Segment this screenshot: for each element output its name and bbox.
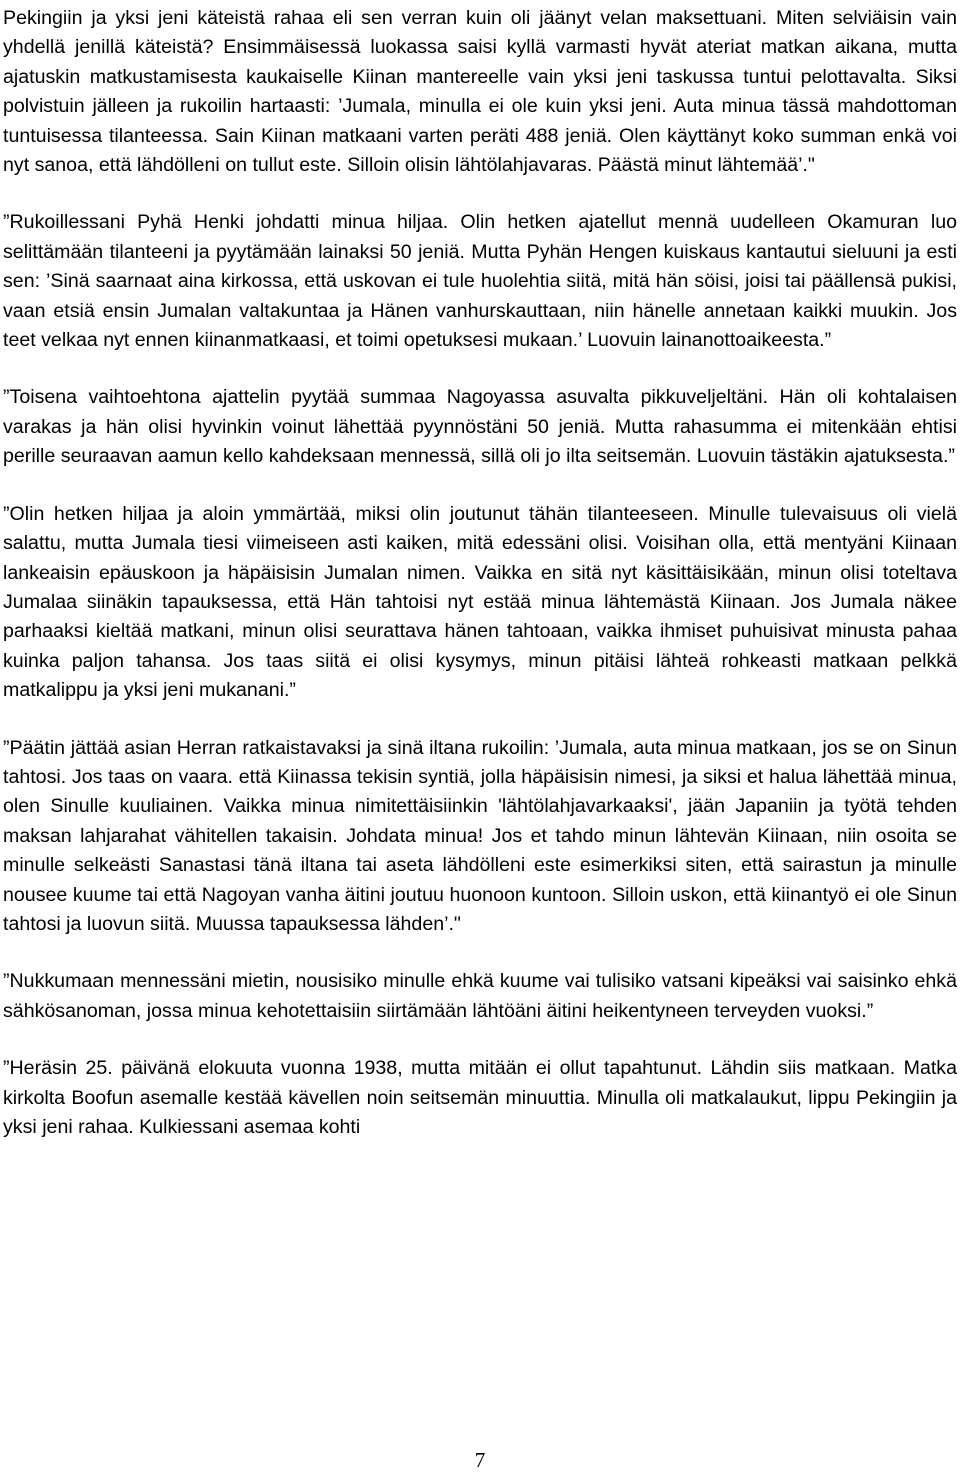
text-body [3, 4, 957, 1170]
paragraph-7: ”Heräsin 25. päivänä elokuuta vuonna 1938, mutta mitään ei ollut tapahtunut. Lähdin siis matkaan. Matka kirkolta Boofun asemalle kestää kävellen noin seitsemän minuuttia. Minulla oli matkalaukut, lippu Pekingiin ja yksi jeni rahaa. Kulkiessani asemaa kohti [3, 1057, 957, 1138]
paragraph-2: ”Rukoillessani Pyhä Henki johdatti minua hiljaa. Olin hetken ajatellut mennä uudelleen Okamuran luo selittämään tilanteeni ja pyytämään lainaksi 50 jeniä. Mutta Pyhän Hengen kuiskaus kantautui sieluuni ja esti sen: ’Sinä saarnaat aina kirkossa, että uskovan ei tule huolehtia siitä, mitä hän söisi, joisi tai päällensä pukisi, vaan etsiä ensin Jumalan valtakuntaa ja Hänen vanhurskauttaan, niin hänelle annetaan kaikki muukin. Jos teet velkaa nyt ennen kiinanmatkaasi, et toimi opetuksesi mukaan.’ Luovuin lainanottoaikeesta.” [3, 211, 957, 352]
paragraph-4: ”Olin hetken hiljaa ja aloin ymmärtää, miksi olin joutunut tähän tilanteeseen. Minulle tulevaisuus oli vielä salattu, mutta Jumala tiesi viimeiseen asti kaiken, mitä edessäni olisi. Voisihan olla, että mentyäni Kiinaan lankeaisin epäuskoon ja häpäisisin Jumalan nimen. Vaikka en sitä nyt käsittäisikään, minun olisi toteltava Jumalaa siinäkin tapauksessa, että Hän tahtoisi nyt estää minua lähtemästä Kiinaan. Jos Jumala näkee parhaaksi kieltää matkani, minun olisi seurattava hänen tahtoaan, vaikka ihmiset puhuisivat minusta pahaa kuinka paljon tahansa. Jos taas siitä ei olisi kysymys, minun pitäisi lähteä rohkeasti matkaan pelkkä matkalippu ja yksi jeni mukanani.” [3, 502, 957, 702]
page-number: 7 [474, 1448, 486, 1472]
paragraph-5: ”Päätin jättää asian Herran ratkaistavaksi ja sinä iltana rukoilin: ’Jumala, auta minua matkaan, jos se on Sinun tahtosi. Jos taas on vaara. että Kiinassa tekisin syntiä, jolla häpäisisin nimesi, ja siksi et halua lähettää minua, olen Sinulle kuuliainen. Vaikka minua nimitettäisiinkin 'lähtölahjavarkaaksi', jään Japaniin ja työtä tehden maksan lahjarahat vähitellen takaisin. Johdata minua! Jos et tahdo minun lähtevän Kiinaan, niin osoita se minulle selkeästi Sanastasi tänä iltana tai aseta lähdölleni este esimerkiksi siten, että sairastun ja minulle nousee kuume tai että Nagoyan vanha äitini joutuu huonoon kuntoon. Silloin uskon, että kiinantyö ei ole Sinun tahtosi ja luovun siitä. Muussa tapauksessa lähden’." [3, 736, 957, 935]
paragraph-6: ”Nukkumaan mennessäni mietin, nousisiko minulle ehkä kuume vai tulisiko vatsani kipeäksi vai saisinko ehkä sähkösanoman, jossa minua kehotettaisiin siirtämään lähtöäni äitini heikentyneen terveyden vuoksi.” [3, 970, 957, 1022]
paragraph-3: ”Toisena vaihtoehtona ajattelin pyytää summaa Nagoyassa asuvalta pikkuveljeltäni. Hän oli kohtalaisen varakas ja hän olisi hyvinkin voinut lähettää pyynnöstäni 50 jeniä. Mutta rahasumma ei mitenkään ehtisi perille seuraavan aamun kello kahdeksaan mennessä, sillä oli jo ilta seitsemän. Luovuin tästäkin ajatuksesta.” [3, 386, 957, 468]
paragraph-1: Pekingiin ja yksi jeni käteistä rahaa eli sen verran kuin oli jäänyt velan maksettuani. Miten selviäisin vain yhdellä jenillä käteistä? Ensimmäisessä luokassa saisi kyllä varmasti hyvät ateriat matkan aikana, mutta ajatuskin matkustamisesta kaukaiselle Kiinan mantereelle vain yksi jeni taskussa tuntui pelottavalta. Siksi polvistuin jälleen ja rukoilin hartaasti: ’Jumala, minulla ei ole kuin yksi jeni. Auta minua tässä mahdottoman tuntuisessa tilanteessa. Sain Kiinan matkaani varten peräti 488 jeniä. Olen käyttänyt koko summan enkä voi nyt sanoa, että lähdölleni on tullut este. Silloin olisin lähtölahjavaras. Päästä minut lähtemää’." [3, 7, 957, 177]
